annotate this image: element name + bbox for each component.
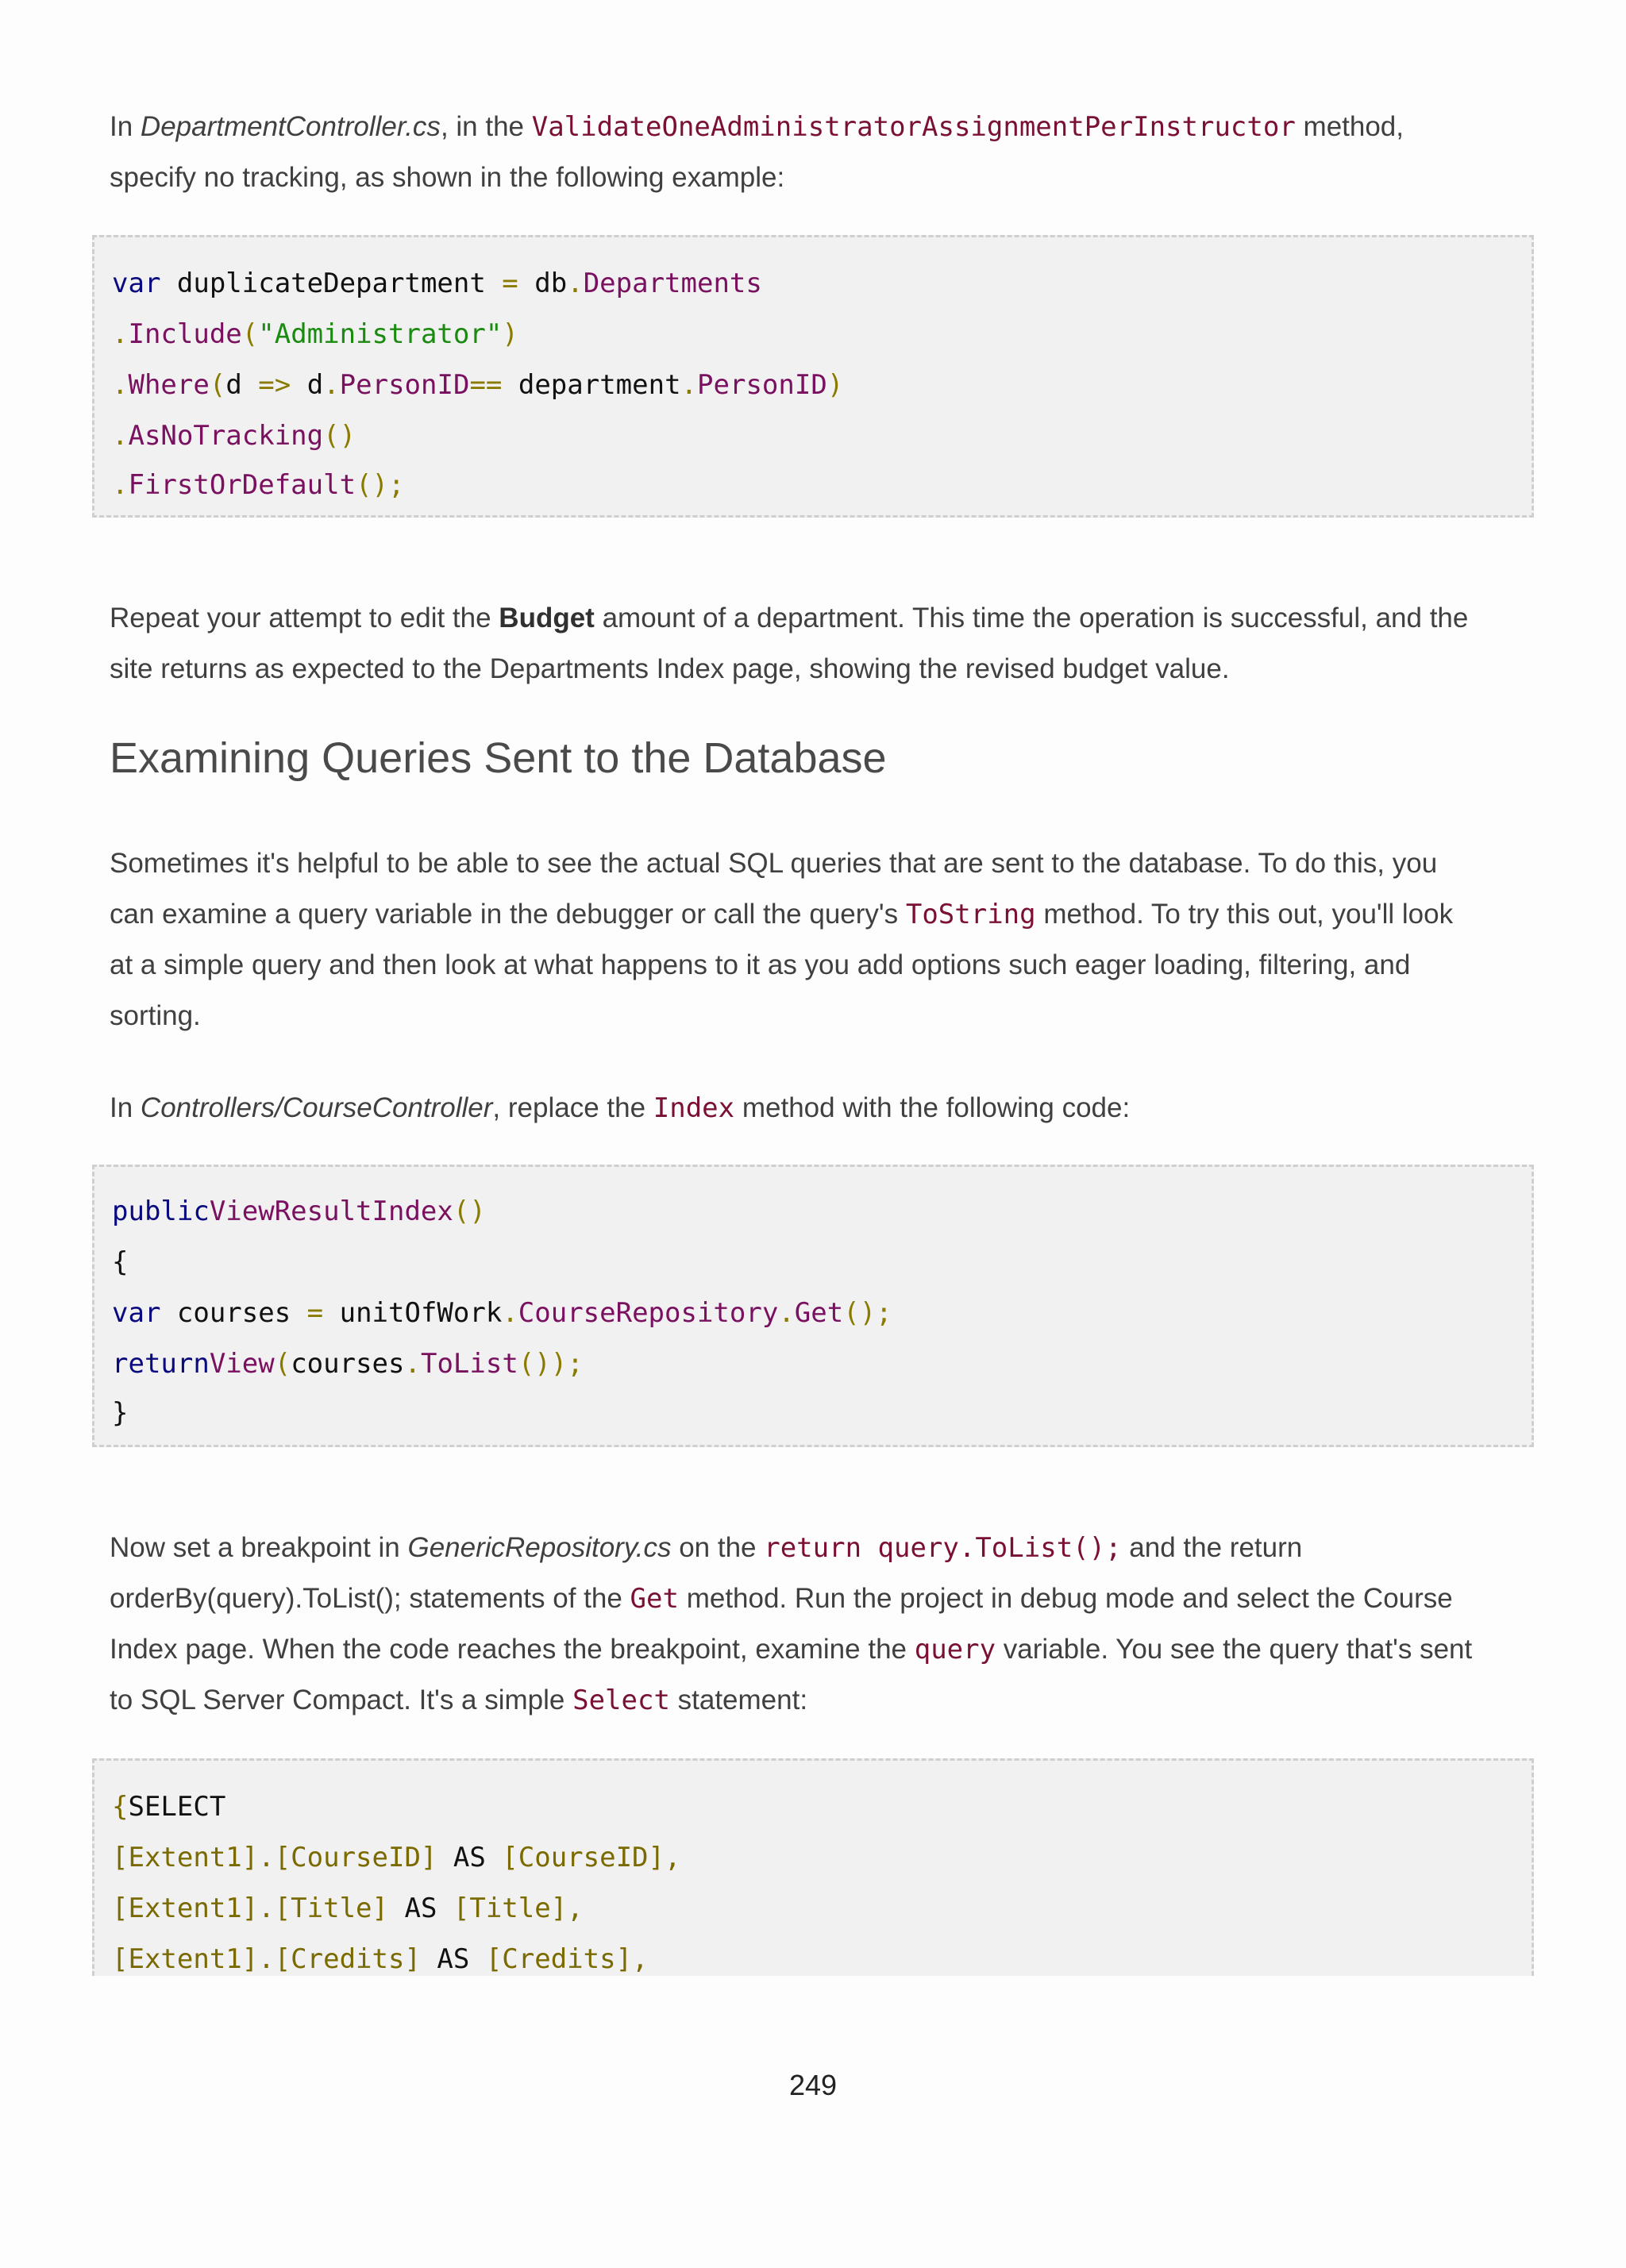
text: method. Run the project in debug mode and select the Course bbox=[678, 1583, 1453, 1614]
code-line: .FirstOrDefault(); bbox=[112, 469, 405, 501]
text: method with the following code: bbox=[734, 1092, 1131, 1123]
code-line: var courses = unitOfWork.CourseRepository.Get(); bbox=[112, 1297, 892, 1329]
inline-code: Select bbox=[572, 1685, 670, 1716]
file-name: GenericRepository.cs bbox=[407, 1532, 672, 1563]
text: amount of a department. This time the operation is successful, and the bbox=[594, 603, 1469, 633]
code-line: { bbox=[112, 1246, 129, 1278]
text: variable. You see the query that's sent bbox=[996, 1634, 1473, 1665]
code-block-index-method bbox=[92, 1165, 1534, 1447]
inline-code: Get bbox=[630, 1583, 679, 1615]
section-heading: Examining Queries Sent to the Database bbox=[110, 734, 887, 782]
text: can examine a query variable in the debugger or call the query's bbox=[110, 899, 906, 930]
code-line: } bbox=[112, 1397, 129, 1429]
text: In bbox=[110, 1092, 141, 1123]
text: at a simple query and then look at what happens to it as you add options such eager loading, filtering, and bbox=[110, 949, 1411, 980]
code-line: .Where(d => d.PersonID== department.PersonID) bbox=[112, 369, 844, 401]
code-block-no-tracking bbox=[92, 235, 1534, 518]
code-block-select-statement bbox=[92, 1758, 1534, 1976]
text: Index page. When the code reaches the breakpoint, examine the bbox=[110, 1634, 915, 1665]
paragraph-specify-no-tracking bbox=[110, 102, 1523, 203]
code-line: [Extent1].[CourseID] AS [CourseID], bbox=[112, 1842, 681, 1873]
paragraph-breakpoint bbox=[110, 1523, 1523, 1726]
text: , replace the bbox=[492, 1092, 653, 1123]
text: statement: bbox=[669, 1685, 808, 1715]
inline-code: return query.ToList(); bbox=[764, 1532, 1122, 1564]
text: method, bbox=[1295, 111, 1404, 142]
text: In bbox=[110, 111, 141, 142]
text: Now set a breakpoint in bbox=[110, 1532, 408, 1563]
paragraph-replace-index bbox=[110, 1083, 1523, 1134]
paragraph-sql-queries bbox=[110, 838, 1523, 1042]
text: site returns as expected to the Departments Index page, showing the revised budget value. bbox=[110, 653, 1230, 684]
inline-code: Index bbox=[653, 1092, 735, 1124]
text: specify no tracking, as shown in the following example: bbox=[110, 162, 785, 193]
paragraph-repeat-attempt bbox=[110, 593, 1523, 695]
text: , in the bbox=[440, 111, 532, 142]
code-line: .Include("Administrator") bbox=[112, 318, 518, 350]
file-name: DepartmentController.cs bbox=[140, 111, 441, 142]
text: and the return bbox=[1121, 1532, 1303, 1563]
code-line: .AsNoTracking() bbox=[112, 420, 356, 452]
code-line: returnView(courses.ToList()); bbox=[112, 1348, 584, 1380]
inline-code: ValidateOneAdministratorAssignmentPerInstructor bbox=[531, 111, 1296, 143]
inline-code: ToString bbox=[905, 899, 1036, 930]
text: Sometimes it's helpful to be able to see the actual SQL queries that are sent to the database. To do this, you bbox=[110, 848, 1438, 879]
text: on the bbox=[671, 1532, 765, 1563]
code-line: [Extent1].[Credits] AS [Credits], bbox=[112, 1943, 649, 1975]
code-line: [Extent1].[Title] AS [Title], bbox=[112, 1893, 584, 1924]
code-line: publicViewResultIndex() bbox=[112, 1196, 486, 1227]
text: Repeat your attempt to edit the bbox=[110, 603, 499, 633]
code-line: {SELECT bbox=[112, 1791, 226, 1823]
text: to SQL Server Compact. It's a simple bbox=[110, 1685, 573, 1715]
text: sorting. bbox=[110, 1000, 201, 1031]
page-number: 249 bbox=[788, 2069, 838, 2101]
text: method. To try this out, you'll look bbox=[1035, 899, 1454, 930]
code-line: var duplicateDepartment = db.Departments bbox=[112, 268, 762, 299]
file-name: Controllers/CourseController bbox=[140, 1092, 493, 1123]
text: orderBy(query).ToList(); statements of the bbox=[110, 1583, 630, 1614]
bold-text: Budget bbox=[499, 603, 595, 633]
inline-code: query bbox=[914, 1634, 996, 1665]
